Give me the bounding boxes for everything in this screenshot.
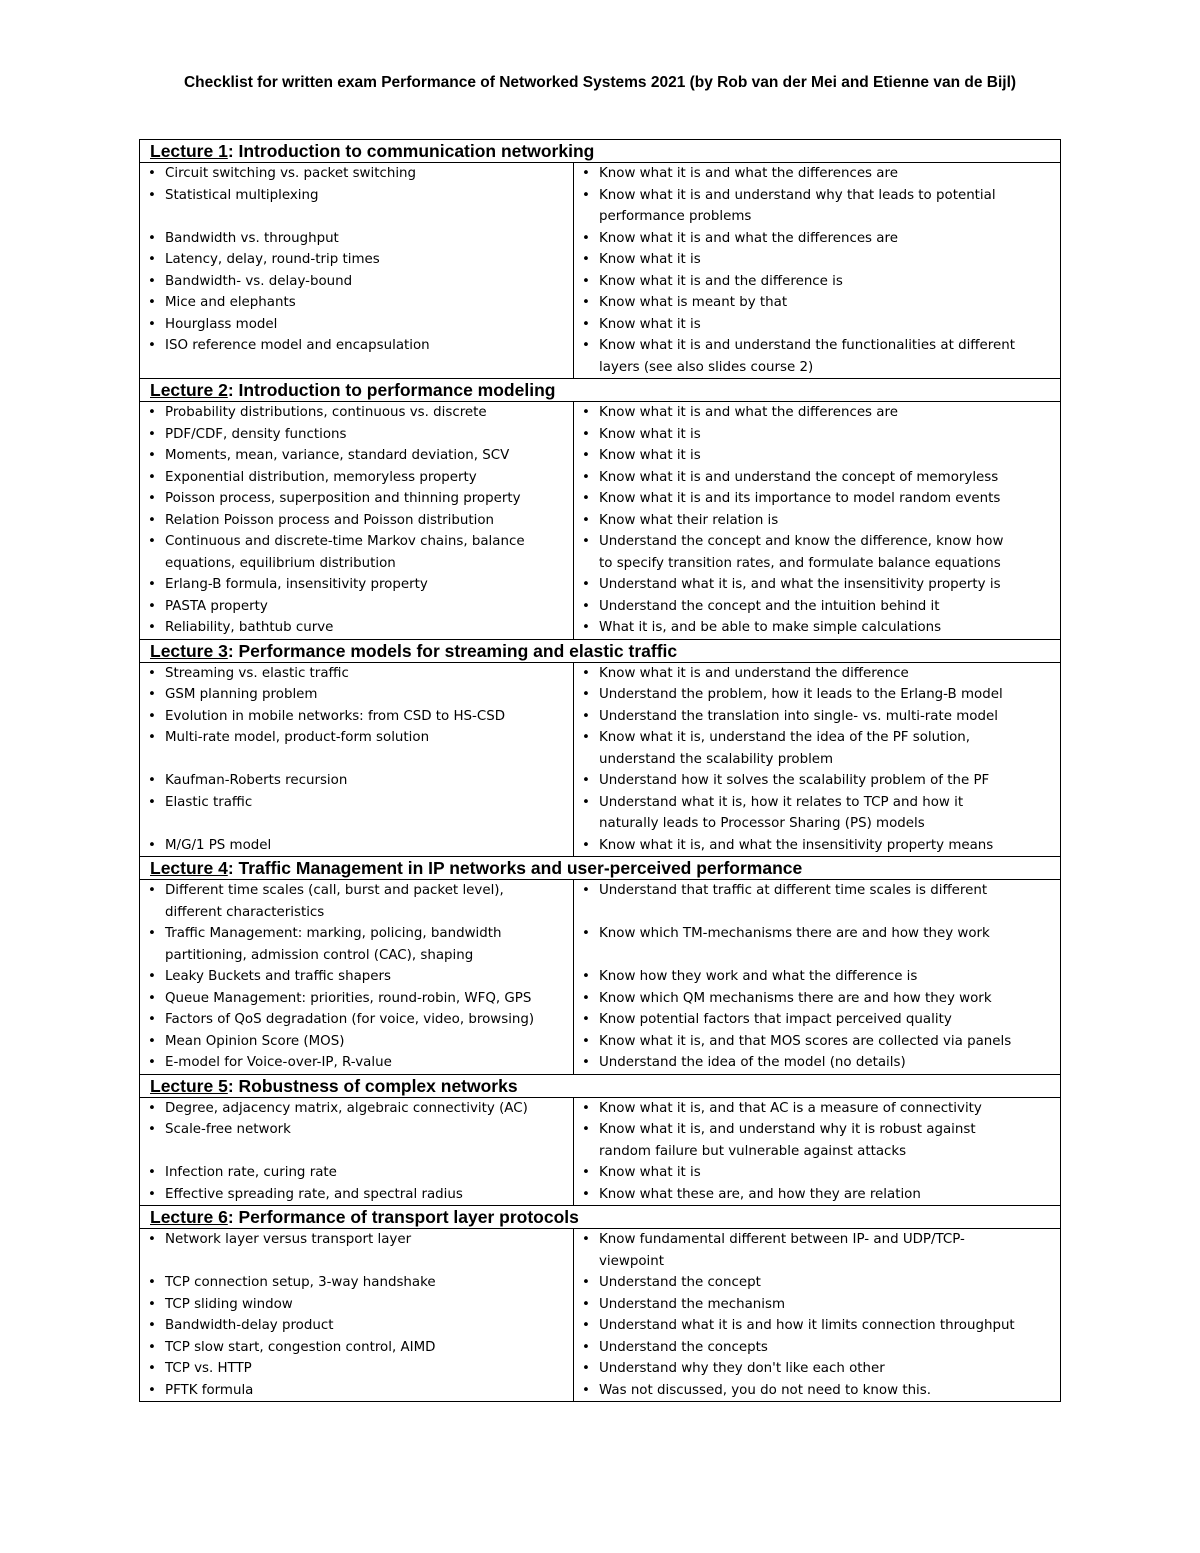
- list-item: • Know what it is: [574, 249, 1060, 271]
- section-heading: [140, 1206, 1061, 1229]
- list-item: • Know what it is and what the differences are: [574, 163, 1060, 185]
- topics-column: [140, 163, 574, 379]
- list-item: • Know fundamental different between IP- and UDP/TCP-: [574, 1229, 1060, 1251]
- section-header-row: [140, 140, 1061, 163]
- list-item: • Continuous and discrete-time Markov chains, balance: [140, 531, 573, 553]
- list-item: • TCP sliding window: [140, 1294, 573, 1316]
- lecture-number: Lecture 6: [150, 1207, 228, 1227]
- list-item: • Kaufman-Roberts recursion: [140, 770, 573, 792]
- list-item: • Know what it is and understand why that leads to potential: [574, 185, 1060, 207]
- goals-column: [574, 662, 1061, 857]
- lecture-topic: : Introduction to communication networking: [227, 141, 595, 161]
- list-item: • Understand why they don't like each other: [574, 1358, 1060, 1380]
- list-item: • Know what it is: [574, 1162, 1060, 1184]
- list-item: • Understand the idea of the model (no details): [574, 1052, 1060, 1074]
- list-item: • Know which TM-mechanisms there are and how they work: [574, 923, 1060, 945]
- list-item: • Know what is meant by that: [574, 292, 1060, 314]
- list-item: • Latency, delay, round-trip times: [140, 249, 573, 271]
- list-item: • Understand the concepts: [574, 1337, 1060, 1359]
- list-item: • Streaming vs. elastic traffic: [140, 663, 573, 685]
- list-item: • Traffic Management: marking, policing, bandwidth: [140, 923, 573, 945]
- list-item: • Understand the concept and the intuition behind it: [574, 596, 1060, 618]
- topics-column: [140, 402, 574, 640]
- list-item: • Know what it is: [574, 314, 1060, 336]
- list-item: • Know what it is and what the differences are: [574, 228, 1060, 250]
- list-item: • Leaky Buckets and traffic shapers: [140, 966, 573, 988]
- list-item: • Understand the problem, how it leads to the Erlang-B model: [574, 684, 1060, 706]
- list-item: • Understand the concept and know the difference, know how: [574, 531, 1060, 553]
- section-heading: [140, 379, 1061, 402]
- section-heading: [140, 857, 1061, 880]
- goals-column: [574, 163, 1061, 379]
- list-item: • Understand how it solves the scalability problem of the PF: [574, 770, 1060, 792]
- list-item: • Know what it is and understand the difference: [574, 663, 1060, 685]
- section-body-row: [140, 163, 1061, 379]
- list-item: • Know what it is and understand the concept of memoryless: [574, 467, 1060, 489]
- goals-column: [574, 1229, 1061, 1402]
- list-item-continuation: [140, 357, 573, 379]
- list-item: • Moments, mean, variance, standard deviation, SCV: [140, 445, 573, 467]
- list-item: • Network layer versus transport layer: [140, 1229, 573, 1251]
- section-header-row: [140, 639, 1061, 662]
- list-item-continuation: different characteristics: [165, 904, 325, 920]
- lecture-topic: : Robustness of complex networks: [227, 1075, 518, 1096]
- section-body-row: [140, 1229, 1061, 1402]
- topics-column: [140, 662, 574, 857]
- list-item: • Was not discussed, you do not need to know this.: [574, 1380, 1060, 1402]
- section-header-row: [140, 857, 1061, 880]
- list-item: • Different time scales (call, burst and packet level),: [140, 880, 573, 902]
- list-item: • E-model for Voice-over-IP, R-value: [140, 1052, 573, 1074]
- list-item: • Know what it is: [574, 424, 1060, 446]
- list-item-continuation: to specify transition rates, and formulate balance equations: [599, 555, 1001, 571]
- list-item: • Know what these are, and how they are relation: [574, 1184, 1060, 1206]
- list-item: • Know what it is, and understand why it is robust against: [574, 1119, 1060, 1141]
- goals-column: [574, 402, 1061, 640]
- list-item: • TCP vs. HTTP: [140, 1358, 573, 1380]
- lecture-topic: : Introduction to performance modeling: [227, 380, 556, 400]
- list-item-continuation: performance problems: [599, 209, 752, 224]
- list-item: • Effective spreading rate, and spectral radius: [140, 1184, 573, 1206]
- list-item-continuation: [140, 206, 573, 228]
- list-item: • Know what it is and its importance to model random events: [574, 488, 1060, 510]
- list-item: • Bandwidth- vs. delay-bound: [140, 271, 573, 293]
- list-item: • Erlang-B formula, insensitivity property: [140, 574, 573, 596]
- list-item-continuation: viewpoint: [599, 1253, 664, 1269]
- section-heading: [140, 140, 1061, 163]
- list-item-continuation: understand the scalability problem: [599, 751, 834, 767]
- list-item: • Understand the mechanism: [574, 1294, 1060, 1316]
- list-item: • Understand the translation into single- vs. multi-rate model: [574, 706, 1060, 728]
- list-item: • Understand that traffic at different time scales is different: [574, 880, 1060, 902]
- list-item: • Understand what it is, and what the insensitivity property is: [574, 574, 1060, 596]
- lecture-number: Lecture 1: [150, 141, 228, 161]
- list-item: • Relation Poisson process and Poisson distribution: [140, 510, 573, 532]
- lecture-number: Lecture 5: [150, 1075, 228, 1096]
- list-item: • Know what it is and understand the functionalities at different: [574, 335, 1060, 357]
- list-item-continuation: naturally leads to Processor Sharing (PS) models: [599, 816, 925, 831]
- lecture-topic: : Traffic Management in IP networks and user-perceived performance: [227, 858, 803, 878]
- list-item: • Exponential distribution, memoryless property: [140, 467, 573, 489]
- lecture-number: Lecture 4: [150, 858, 228, 878]
- list-item-continuation: partitioning, admission control (CAC), shaping: [165, 947, 474, 963]
- list-item: • Statistical multiplexing: [140, 185, 573, 207]
- list-item: • Poisson process, superposition and thinning property: [140, 488, 573, 510]
- list-item-continuation: [140, 1251, 573, 1273]
- list-item: • Factors of QoS degradation (for voice, video, browsing): [140, 1009, 573, 1031]
- section-header-row: [140, 1206, 1061, 1229]
- checklist-table: [139, 139, 1061, 1402]
- list-item: • Hourglass model: [140, 314, 573, 336]
- section-body-row: [140, 402, 1061, 640]
- topics-column: [140, 880, 574, 1075]
- list-item: • Know what it is, and that AC is a measure of connectivity: [574, 1098, 1060, 1120]
- page-title: Checklist for written exam Performance of Networked Systems 2021 (by Rob van der Mei and Etienne van de Bijl): [183, 74, 1017, 91]
- list-item: • Know what their relation is: [574, 510, 1060, 532]
- list-item: • Mean Opinion Score (MOS): [140, 1031, 573, 1053]
- list-item: • Know what it is, and that MOS scores are collected via panels: [574, 1031, 1060, 1053]
- list-item: • Understand what it is and how it limits connection throughput: [574, 1315, 1060, 1337]
- lecture-number: Lecture 3: [150, 640, 228, 661]
- list-item: • Multi-rate model, product-form solution: [140, 727, 573, 749]
- section-body-row: [140, 662, 1061, 857]
- list-item: • Bandwidth-delay product: [140, 1315, 573, 1337]
- lecture-number: Lecture 2: [150, 380, 228, 400]
- list-item: • ISO reference model and encapsulation: [140, 335, 573, 357]
- section-heading: [140, 639, 1061, 662]
- list-item-continuation: [140, 1141, 573, 1163]
- list-item: • Evolution in mobile networks: from CSD to HS-CSD: [140, 706, 573, 728]
- list-item-continuation: [574, 945, 1060, 967]
- list-item: • Mice and elephants: [140, 292, 573, 314]
- list-item: • Know what it is: [574, 445, 1060, 467]
- topics-column: [140, 1229, 574, 1402]
- list-item-continuation: [140, 813, 573, 835]
- list-item: • Know what it is and what the differences are: [574, 402, 1060, 424]
- list-item: • Understand the concept: [574, 1272, 1060, 1294]
- list-item: • M/G/1 PS model: [140, 835, 573, 857]
- list-item: • Reliability, bathtub curve: [140, 617, 573, 639]
- list-item: • Know potential factors that impact perceived quality: [574, 1009, 1060, 1031]
- list-item: • Know which QM mechanisms there are and how they work: [574, 988, 1060, 1010]
- list-item-continuation: random failure but vulnerable against attacks: [599, 1143, 907, 1159]
- list-item: • Know what it is, understand the idea of the PF solution,: [574, 727, 1060, 749]
- list-item: • Degree, adjacency matrix, algebraic connectivity (AC): [140, 1098, 573, 1120]
- section-heading: [140, 1074, 1061, 1097]
- list-item-continuation: equations, equilibrium distribution: [165, 555, 396, 571]
- list-item: • Know what it is and the difference is: [574, 271, 1060, 293]
- section-header-row: [140, 379, 1061, 402]
- list-item: • PASTA property: [140, 596, 573, 618]
- goals-column: [574, 880, 1061, 1075]
- lecture-topic: : Performance models for streaming and elastic traffic: [227, 640, 678, 661]
- list-item: • Queue Management: priorities, round-robin, WFQ, GPS: [140, 988, 573, 1010]
- list-item: • Scale-free network: [140, 1119, 573, 1141]
- list-item-continuation: [140, 749, 573, 771]
- list-item: • TCP connection setup, 3-way handshake: [140, 1272, 573, 1294]
- list-item: • Know how they work and what the difference is: [574, 966, 1060, 988]
- topics-column: [140, 1097, 574, 1206]
- goals-column: [574, 1097, 1061, 1206]
- list-item: • GSM planning problem: [140, 684, 573, 706]
- list-item: • Know what it is, and what the insensitivity property means: [574, 835, 1060, 857]
- section-header-row: [140, 1074, 1061, 1097]
- list-item-continuation: layers (see also slides course 2): [599, 359, 814, 375]
- list-item: • Bandwidth vs. throughput: [140, 228, 573, 250]
- list-item: • TCP slow start, congestion control, AIMD: [140, 1337, 573, 1359]
- list-item: • Circuit switching vs. packet switching: [140, 163, 573, 185]
- list-item: • PDF/CDF, density functions: [140, 424, 573, 446]
- list-item: • What it is, and be able to make simple calculations: [574, 617, 1060, 639]
- list-item: • Infection rate, curing rate: [140, 1162, 573, 1184]
- lecture-topic: : Performance of transport layer protocols: [227, 1207, 579, 1227]
- section-body-row: [140, 880, 1061, 1075]
- list-item: • PFTK formula: [140, 1380, 573, 1402]
- list-item: • Understand what it is, how it relates to TCP and how it: [574, 792, 1060, 814]
- list-item: • Probability distributions, continuous vs. discrete: [140, 402, 573, 424]
- list-item: • Elastic traffic: [140, 792, 573, 814]
- section-body-row: [140, 1097, 1061, 1206]
- list-item-continuation: [574, 902, 1060, 924]
